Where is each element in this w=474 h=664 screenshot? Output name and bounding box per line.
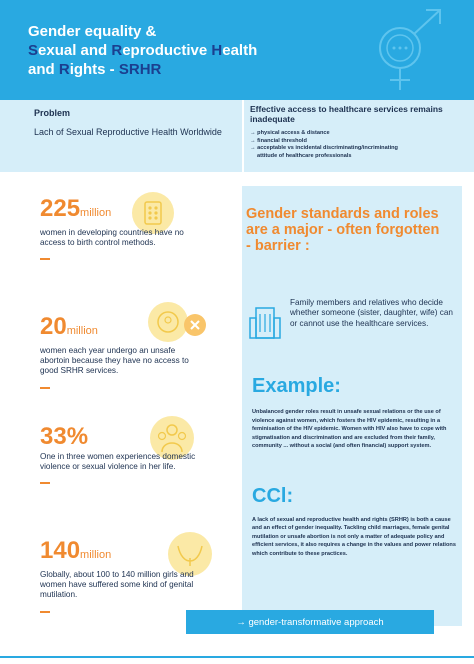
title-line-1: Gender equality &	[28, 23, 157, 40]
stat-description: One in three women experiences domestic violence or sexual violence in her life.	[40, 452, 196, 472]
bottom-divider	[0, 656, 474, 658]
stat-value: 33%	[40, 423, 89, 450]
title-letter-s: S	[28, 42, 39, 59]
title-word-ights: ights -	[69, 61, 119, 78]
divider	[242, 100, 244, 172]
access-item: → acceptable vs incidental discriminating/incriminating	[250, 145, 398, 152]
stat-description: women in developing countries have no access to birth control methods.	[40, 228, 184, 248]
stat-number	[40, 196, 200, 226]
problem-title: Problem	[34, 108, 71, 118]
stat-description: Globally, about 100 to 140 million girls and women have suffered some kind of genital mutilation.	[40, 570, 194, 600]
problem-band	[0, 100, 474, 172]
stat-description: women each year undergo an unsafe abortoin because they have no access to good SRHR services.	[40, 346, 189, 376]
stat-number	[40, 424, 200, 450]
access-list	[250, 130, 465, 160]
title-letter-r: R	[111, 42, 123, 59]
access-item: → financial threshold	[250, 137, 307, 144]
stat-value: 20	[40, 313, 67, 340]
gender-symbol-icon	[348, 6, 458, 96]
access-item: → physical access & distance	[250, 130, 330, 136]
title-word-eproductive: eproductive	[122, 42, 212, 59]
stat-block-140	[40, 538, 200, 613]
problem-section	[34, 108, 234, 138]
building-icon	[248, 304, 282, 340]
title-word-srhr: SRHR	[118, 61, 162, 78]
title-letter-h: H	[211, 42, 223, 59]
gender-transformative-approach-banner: → gender-transformative approach	[186, 610, 434, 634]
stat-value: 140	[40, 537, 81, 564]
problem-text: Lach of Sexual Reproductive Health Worldwide	[34, 127, 222, 137]
stat-unit: million	[80, 207, 112, 219]
title-word-ealth: ealth	[222, 42, 258, 59]
stat-unit: million	[80, 549, 112, 561]
stat-divider	[40, 482, 50, 484]
header-banner	[0, 0, 474, 100]
title-line-2	[28, 41, 328, 60]
stat-block-33	[40, 424, 200, 484]
title-letter-r2: R	[58, 61, 70, 78]
title-line-3	[28, 60, 328, 79]
ccl-heading: CCl:	[252, 485, 294, 507]
title-word-and: and	[28, 61, 59, 78]
stat-block-225	[40, 196, 200, 260]
gender-standards-heading: Gender standards and roles are a major - often forgotten - barrier :	[246, 206, 440, 254]
stat-unit: million	[66, 325, 98, 337]
stat-divider	[40, 387, 50, 389]
example-heading: Example:	[252, 375, 341, 397]
example-text: Unbalanced gender roles result in unsafe sexual relations or the use of violence against women, which fosters the HIV epidemic, resulting in a feminisation of the HIV epidemic. Women with HIV also have to cope with stigmatisation and discrimination and are excluded from their family, community ... without a social (and often financial) support system.	[252, 409, 447, 450]
stat-divider	[40, 611, 50, 613]
family-text: Family members and relatives who decide whether someone (sister, daughter, wife) can or cannot use the healthcare services.	[290, 298, 453, 328]
ccl-text: A lack of sexual and reproductive health and rights (SRHR) is both a cause and an effect of gender inequality. Tackling child marriages, female genital mutilation or unsafe abortion is not only a matter of adequate policy and efficient services, it also requires a change in the values and power relations which contribute to these practices.	[252, 517, 456, 557]
stat-number	[40, 538, 200, 568]
stat-value: 225	[40, 195, 81, 222]
stat-divider	[40, 258, 50, 260]
access-title: Effective access to healthcare services remains inadequate	[250, 104, 443, 124]
page-title	[28, 22, 328, 79]
stat-block-20	[40, 314, 200, 389]
access-section	[250, 104, 465, 160]
access-item: attitude of healthcare professionals	[257, 152, 352, 159]
stat-number	[40, 314, 200, 344]
title-word-exual: exual and	[38, 42, 112, 59]
